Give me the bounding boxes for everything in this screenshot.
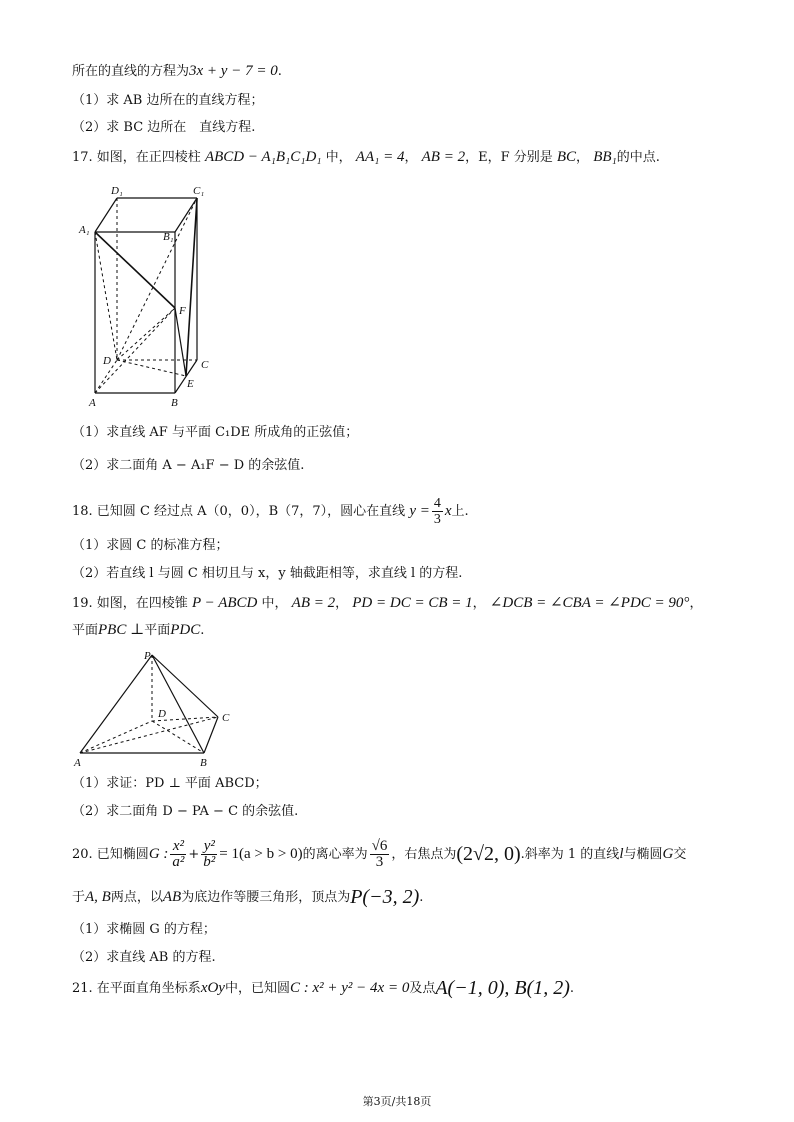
text: ， <box>404 150 418 165</box>
ab-eq: AB = 2 <box>291 595 336 611</box>
pd-eq: PD = DC = CB = 1 <box>352 595 473 611</box>
text: 所在的直线的方程为 <box>72 64 190 79</box>
equation: 3x + y − 7 = 0 <box>189 63 278 79</box>
text: 17. 如图，在正四棱柱 <box>72 150 201 165</box>
text: 中， <box>261 596 288 611</box>
label-C1: C₁ <box>193 185 205 197</box>
label-B: B <box>200 757 207 769</box>
text: 18. 已知圆 C 经过点 A（0，0），B（7，7），圆心在直线 <box>72 504 406 519</box>
problem18-part1: （1）求圆 C 的标准方程； <box>72 538 229 553</box>
problem17-part1: （1）求直线 AF 与平面 C₁DE 所成角的正弦值； <box>72 425 359 440</box>
denominator: b² <box>203 854 216 870</box>
label-D: D <box>103 355 111 367</box>
y-eq: y = <box>409 503 430 519</box>
ellipse-g: G <box>662 846 674 862</box>
circle-equation: C : x² + y² − 4x = 0 <box>289 980 410 996</box>
ellipse-condition: = 1(a > b > 0) <box>219 846 303 862</box>
fraction-4-3 <box>432 496 443 527</box>
text: ， <box>472 596 486 611</box>
text: . <box>277 64 282 79</box>
problem19-statement <box>72 594 702 613</box>
label-A: A <box>89 397 96 409</box>
text: 为底边作等腰三角形，顶点为 <box>181 890 351 905</box>
pdc: PDC <box>170 622 201 638</box>
label-A1: A₁ <box>79 224 90 236</box>
problem18-statement <box>72 494 469 529</box>
text: 交 <box>673 847 687 862</box>
text: 两点，以 <box>110 890 163 905</box>
denominator: 3 <box>375 854 384 870</box>
text: 20. 已知椭圆 <box>72 847 149 862</box>
text: 21. 在平面直角坐标系 <box>72 981 201 996</box>
text: 与椭圆 <box>623 847 663 862</box>
denominator: 3 <box>433 512 441 527</box>
problem19-statement-cont <box>72 621 204 640</box>
pbc: PBC ⊥ <box>98 622 145 638</box>
problem16-part2: （2）求 BC 边所在 直线方程. <box>72 120 256 135</box>
label-D: D <box>158 708 166 720</box>
problem20-statement: 20. 已知椭圆G : $\frac{\text{x²}}{\text{a²}}$ + $\frac{\text{y²}}{\text{b²}}$ = 1(a > b > 0)的离心率为 $\frac{√6}{3}$ ，右焦点为(2√2, 0).斜率为 1 的直线l与椭圆G交 <box>72 838 687 870</box>
xoy: xOy <box>200 980 225 996</box>
problem19-part1: （1）求证：PD ⊥ 平面 ABCD； <box>72 776 268 791</box>
text: ，右焦点为 <box>391 847 457 862</box>
problem17-part2: （2）求二面角 A − A₁F − D 的余弦值. <box>72 458 305 473</box>
ellipse-name: G : <box>148 846 169 862</box>
aa1-value: AA₁ = 4 <box>355 149 405 165</box>
text: 19. 如图，在四棱锥 <box>72 596 188 611</box>
problem16-part1: （1）求 AB 边所在的直线方程； <box>72 93 264 108</box>
text: 的离心率为 <box>302 847 368 862</box>
problem20-statement-cont <box>72 888 423 907</box>
text: . <box>200 623 205 638</box>
bc: BC <box>556 149 577 165</box>
text: 平面 <box>144 623 171 638</box>
numerator: y² <box>201 839 217 855</box>
problem19-part2: （2）求二面角 D − PA − C 的余弦值. <box>72 804 299 819</box>
text: 中， <box>325 150 352 165</box>
points-ab: A, B <box>85 889 111 905</box>
vertex-point: P(−3, 2) <box>350 886 420 908</box>
problem18-part2: （2）若直线 l 与圆 C 相切且与 x，y 轴截距相等，求直线 l 的方程. <box>72 566 463 581</box>
prism-name: ABCD − A₁B₁C₁D₁ <box>204 149 322 165</box>
label-B1: B₁ <box>163 231 174 243</box>
pyramid-name: P − ABCD <box>191 595 258 611</box>
pyramid-figure <box>70 645 250 770</box>
line-l: l <box>619 846 624 862</box>
numerator: x² <box>170 839 186 855</box>
label-E: E <box>187 378 194 390</box>
label-B: B <box>171 397 178 409</box>
points: A(−1, 0), B(1, 2) <box>435 977 570 999</box>
numerator: 4 <box>433 496 441 511</box>
label-A: A <box>74 757 81 769</box>
text: . <box>569 981 575 996</box>
x-var: x <box>444 503 452 519</box>
denominator: a² <box>172 854 185 870</box>
text: . <box>419 890 424 905</box>
text: ，E，F 分别是 <box>465 150 553 165</box>
label-P: P <box>144 650 151 662</box>
label-D1: D₁ <box>111 185 123 197</box>
focus-point: (2√2, 0) <box>456 843 521 865</box>
text: .斜率为 1 的直线 <box>520 847 620 862</box>
text: ， <box>689 596 703 611</box>
angles: ∠DCB = ∠CBA = ∠PDC = 90° <box>489 595 690 611</box>
text: ， <box>576 150 590 165</box>
text: 于 <box>72 890 86 905</box>
problem20-part1: （1）求椭圆 G 的方程； <box>72 922 216 937</box>
text: 及点 <box>409 981 436 996</box>
bb1: BB₁ <box>593 149 617 165</box>
text: 的中点. <box>616 150 660 165</box>
numerator: √6 <box>371 838 388 854</box>
problem21-statement <box>72 979 574 998</box>
text: 上. <box>451 504 469 519</box>
ab-value: AB = 2 <box>421 149 466 165</box>
label-C: C <box>201 359 209 371</box>
segment-ab: AB <box>162 889 182 905</box>
fraction-y2-b2 <box>201 839 217 870</box>
fraction-eccentricity <box>370 839 390 870</box>
problem16-line-equation <box>72 62 282 81</box>
prism-figure <box>75 180 225 410</box>
fraction-x2-a2 <box>170 839 186 870</box>
label-F: F <box>179 305 186 317</box>
problem20-part2: （2）求直线 AB 的方程. <box>72 950 216 965</box>
label-C: C <box>222 712 230 724</box>
text: ， <box>335 596 349 611</box>
page-footer: 第3页/共18页 <box>362 1095 432 1108</box>
problem17-statement <box>72 148 660 167</box>
text: 平面 <box>72 623 99 638</box>
text: 中，已知圆 <box>224 981 290 996</box>
